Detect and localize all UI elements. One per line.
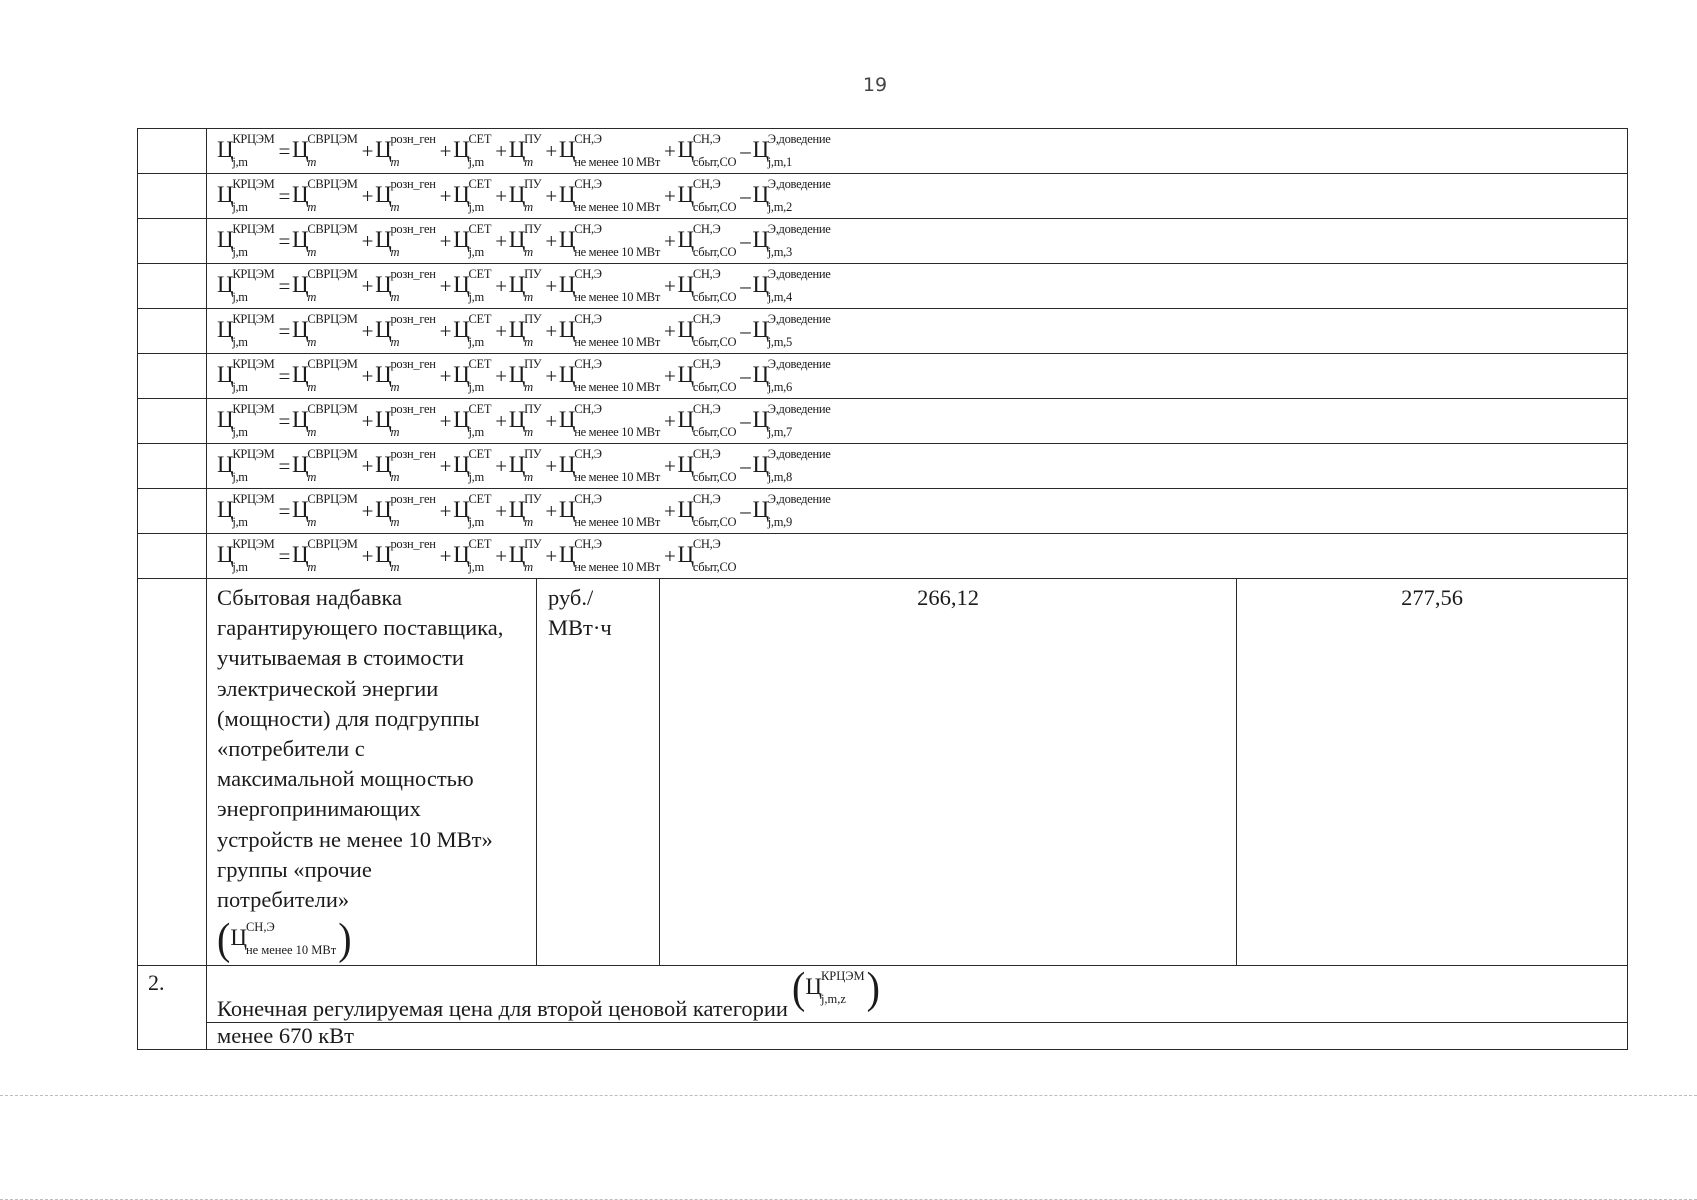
formula-term: Ц СЕТ j,m (453, 131, 492, 169)
markup-name-line: Сбытовая надбавка (217, 585, 403, 610)
formula-cell (207, 399, 1628, 444)
page-number: 19 (862, 74, 888, 96)
formula-term: Ц розн_ген m (375, 221, 436, 259)
formula: Ц КРЦЭМ j,m = Ц СВРЦЭМ m + Ц розн_ген m + Ц СЕТ j,m + Ц ПУ m + Ц СН,Э не менее 10 МВт + Ц СН,Э сбыт,СО – Ц Э,доведение j,m,6 (217, 356, 831, 394)
section-2-sub-num-cell (138, 1023, 207, 1050)
formula-num-cell (138, 444, 207, 489)
formula-term: Ц СН,Э сбыт,СО (677, 356, 737, 394)
formula-term: Ц КРЦЭМ j,m (217, 491, 275, 529)
formula-row (138, 219, 1628, 264)
formula-term: Ц КРЦЭМ j,m (217, 536, 275, 574)
formula-term: Ц ПУ m (508, 536, 542, 574)
section-2-number: 2. (148, 970, 165, 996)
markup-name-line: потребители» (217, 887, 350, 913)
formula-term: Ц КРЦЭМ j,m (217, 311, 275, 349)
formula-term: Ц розн_ген m (375, 311, 436, 349)
formula-cell (207, 444, 1628, 489)
formula-num-cell (138, 174, 207, 219)
formula-term: Ц ПУ m (508, 311, 542, 349)
formula-term: Ц СЕТ j,m (453, 356, 492, 394)
formula-row (138, 354, 1628, 399)
formula-cell (207, 264, 1628, 309)
formula-row (138, 399, 1628, 444)
markup-name-line: «потребители с (217, 736, 365, 762)
formula-term: Ц КРЦЭМ j,m (217, 221, 275, 259)
section-2-num-cell (138, 966, 207, 1023)
formula-term: Ц СН,Э сбыт,СО (677, 311, 737, 349)
formula: Ц КРЦЭМ j,m = Ц СВРЦЭМ m + Ц розн_ген m + Ц СЕТ j,m + Ц ПУ m + Ц СН,Э не менее 10 МВт + Ц СН,Э сбыт,СО – Ц Э,доведение j,m,7 (217, 401, 831, 439)
formula: Ц КРЦЭМ j,m = Ц СВРЦЭМ m + Ц розн_ген m + Ц СЕТ j,m + Ц ПУ m + Ц СН,Э не менее 10 МВт + Ц СН,Э сбыт,СО – Ц Э,доведение j,m,3 (217, 221, 831, 259)
formula-term: Ц СН,Э сбыт,СО (677, 491, 737, 529)
formula: Ц КРЦЭМ j,m = Ц СВРЦЭМ m + Ц розн_ген m + Ц СЕТ j,m + Ц ПУ m + Ц СН,Э не менее 10 МВт + Ц СН,Э сбыт,СО – Ц Э,доведение j,m,4 (217, 266, 831, 304)
formula-term: Ц розн_ген m (375, 536, 436, 574)
markup-unit (537, 579, 659, 643)
markup-name-line: электрической энергии (217, 675, 439, 701)
formula-term: Ц Э,доведение j,m,8 (752, 446, 831, 484)
formula: Ц КРЦЭМ j,m = Ц СВРЦЭМ m + Ц розн_ген m + Ц СЕТ j,m + Ц ПУ m + Ц СН,Э не менее 10 МВт + Ц СН,Э сбыт,СО – Ц Э,доведение j,m,8 (217, 446, 831, 484)
formula-term: Ц СН,Э сбыт,СО (677, 131, 737, 169)
formula-rows (138, 129, 1628, 579)
formula: Ц КРЦЭМ j,m = Ц СВРЦЭМ m + Ц розн_ген m + Ц СЕТ j,m + Ц ПУ m + Ц СН,Э не менее 10 МВт + Ц СН,Э сбыт,СО – Ц Э,доведение j,m,1 (217, 131, 831, 169)
formula-term: Ц розн_ген m (375, 356, 436, 394)
markup-unit-cell (537, 579, 660, 966)
formula-num-cell (138, 264, 207, 309)
formula-term: Ц СВРЦЭМ m (292, 176, 358, 214)
formula-term: Ц СЕТ j,m (453, 401, 492, 439)
formula-term: Ц СН,Э сбыт,СО (677, 176, 737, 214)
formula: Ц КРЦЭМ j,m = Ц СВРЦЭМ m + Ц розн_ген m + Ц СЕТ j,m + Ц ПУ m + Ц СН,Э не менее 10 МВт + Ц СН,Э сбыт,СО (217, 536, 737, 574)
formula-cell (207, 534, 1628, 579)
formula-cell (207, 219, 1628, 264)
section-2-row (138, 966, 1628, 1023)
formula-term: Ц ПУ m (508, 221, 542, 259)
formula-term: Ц розн_ген m (375, 401, 436, 439)
formula-term: Ц СВРЦЭМ m (292, 131, 358, 169)
section-2-sub-row (138, 1023, 1628, 1050)
formula-term: Ц СН,Э сбыт,СО (677, 221, 737, 259)
formula-row (138, 174, 1628, 219)
formula-term: Ц ПУ m (508, 491, 542, 529)
formula-cell (207, 129, 1628, 174)
formula-row (138, 444, 1628, 489)
formula-term: Ц СЕТ j,m (453, 221, 492, 259)
formula-row (138, 309, 1628, 354)
formula-term: Ц СЕТ j,m (453, 176, 492, 214)
markup-name-cell (207, 579, 537, 966)
formula-term: Ц СН,Э не менее 10 МВт (558, 401, 660, 439)
formula-term: Ц Э,доведение j,m,5 (752, 311, 831, 349)
section-2-formula: ( Ц КРЦЭМ j,m,z ) (791, 962, 880, 1013)
formula-term: Ц СН,Э не менее 10 МВт (558, 266, 660, 304)
formula-term: Ц СВРЦЭМ m (292, 446, 358, 484)
formula-term: Ц СН,Э сбыт,СО (677, 266, 737, 304)
formula-term: Ц СН,Э не менее 10 МВт (558, 311, 660, 349)
section-2-subtext: менее 670 кВт (217, 1023, 355, 1049)
formula-term: Ц КРЦЭМ j,m (217, 446, 275, 484)
formula-term: Ц КРЦЭМ j,m (217, 401, 275, 439)
formula-row (138, 534, 1628, 579)
formula-term: Ц СЕТ j,m (453, 536, 492, 574)
formula-term: Ц КРЦЭМ j,m (217, 356, 275, 394)
formula-term: Ц розн_ген m (375, 176, 436, 214)
scan-artifact-line (0, 1095, 1697, 1096)
markup-row (138, 579, 1628, 966)
markup-unit-line: МВт·ч (548, 615, 612, 640)
formula-term: Ц СЕТ j,m (453, 266, 492, 304)
formula-term: Ц СВРЦЭМ m (292, 221, 358, 259)
markup-value-1-cell (660, 579, 1237, 966)
section-2-heading: Конечная регулируемая цена для второй ценовой категории ( Ц КРЦЭМ j,m,z ) (217, 962, 880, 1022)
markup-name-line: (мощности) для подгруппы (217, 705, 480, 731)
markup-unit-line: руб./ (548, 585, 594, 610)
markup-name (207, 579, 536, 915)
formula-term: Ц Э,доведение j,m,4 (752, 266, 831, 304)
formula-term: Ц СВРЦЭМ m (292, 491, 358, 529)
formula-row (138, 489, 1628, 534)
formula-term: Ц СН,Э сбыт,СО (677, 401, 737, 439)
formula-term: Ц розн_ген m (375, 446, 436, 484)
formula-term: Ц СВРЦЭМ m (292, 401, 358, 439)
formula-cell (207, 174, 1628, 219)
markup-name-formula: ( Ц СН,Э не менее 10 МВт ) (217, 913, 352, 964)
formula-term: Ц СЕТ j,m (453, 491, 492, 529)
formula-term: Ц Э,доведение j,m,6 (752, 356, 831, 394)
formula-row (138, 129, 1628, 174)
formula-term: Ц КРЦЭМ j,m (217, 266, 275, 304)
formula-term: Ц Э,доведение j,m,2 (752, 176, 831, 214)
formula-term: Ц ПУ m (508, 176, 542, 214)
formula-row (138, 264, 1628, 309)
markup-name-line: гарантирующего поставщика, (217, 615, 504, 641)
formula-term: Ц СН,Э не менее 10 МВт (558, 491, 660, 529)
formula-term: Ц СВРЦЭМ m (292, 311, 358, 349)
formula-term: Ц СВРЦЭМ m (292, 356, 358, 394)
formula-term: Ц КРЦЭМ j,m (217, 131, 275, 169)
formula-cell (207, 489, 1628, 534)
markup-name-line: энергопринимающих (217, 796, 421, 822)
markup-name-line: устройств не менее 10 МВт» (217, 826, 493, 852)
markup-value-2-cell (1237, 579, 1628, 966)
formula-term: Ц СН,Э не менее 10 МВт (558, 176, 660, 214)
formula-term: Ц СН,Э не менее 10 МВт (558, 446, 660, 484)
formula-term: Ц СН,Э сбыт,СО (677, 446, 737, 484)
markup-name-line: максимальной мощностью (217, 766, 474, 792)
section-2-sub-text-cell (207, 1023, 1628, 1050)
formula-num-cell (138, 309, 207, 354)
formula-num-cell (138, 129, 207, 174)
formula-num-cell (138, 534, 207, 579)
formula: Ц КРЦЭМ j,m = Ц СВРЦЭМ m + Ц розн_ген m + Ц СЕТ j,m + Ц ПУ m + Ц СН,Э не менее 10 МВт + Ц СН,Э сбыт,СО – Ц Э,доведение j,m,9 (217, 491, 831, 529)
formula-cell (207, 354, 1628, 399)
formula: Ц КРЦЭМ j,m = Ц СВРЦЭМ m + Ц розн_ген m + Ц СЕТ j,m + Ц ПУ m + Ц СН,Э не менее 10 МВт + Ц СН,Э сбыт,СО – Ц Э,доведение j,m,2 (217, 176, 831, 214)
formula-term: Ц Э,доведение j,m,9 (752, 491, 831, 529)
formula-term: Ц СВРЦЭМ m (292, 266, 358, 304)
formula-cell (207, 309, 1628, 354)
markup-num-cell (138, 579, 207, 966)
formula: Ц КРЦЭМ j,m = Ц СВРЦЭМ m + Ц розн_ген m + Ц СЕТ j,m + Ц ПУ m + Ц СН,Э не менее 10 МВт + Ц СН,Э сбыт,СО – Ц Э,доведение j,m,5 (217, 311, 831, 349)
formula-term: Ц ПУ m (508, 356, 542, 394)
markup-value-1: 266,12 (917, 585, 979, 610)
formula-num-cell (138, 489, 207, 534)
markup-value-2: 277,56 (1401, 585, 1463, 610)
formula-term: Ц Э,доведение j,m,7 (752, 401, 831, 439)
formula-term: Ц СЕТ j,m (453, 311, 492, 349)
formula-term: Ц СВРЦЭМ m (292, 536, 358, 574)
formula-term: Ц розн_ген m (375, 131, 436, 169)
formula-term: Ц Э,доведение j,m,1 (752, 131, 831, 169)
formula-term: Ц Э,доведение j,m,3 (752, 221, 831, 259)
section-2-text-cell (207, 962, 1628, 1023)
markup-name-line: учитываемая в стоимости (217, 645, 464, 671)
formula-num-cell (138, 219, 207, 264)
formula-term: Ц ПУ m (508, 401, 542, 439)
formula-term: Ц ПУ m (508, 446, 542, 484)
formula-term: Ц СН,Э не менее 10 МВт (558, 131, 660, 169)
formula-term: Ц ПУ m (508, 266, 542, 304)
formula-term: Ц СЕТ j,m (453, 446, 492, 484)
formula-term: Ц розн_ген m (375, 266, 436, 304)
tariff-table (137, 128, 1628, 1050)
formula-term: Ц СН,Э сбыт,СО (677, 536, 737, 574)
formula-term: Ц СН,Э не менее 10 МВт (558, 221, 660, 259)
formula-term: Ц КРЦЭМ j,m (217, 176, 275, 214)
formula-term: Ц СН,Э не менее 10 МВт (558, 356, 660, 394)
formula-num-cell (138, 399, 207, 444)
formula-term: Ц ПУ m (508, 131, 542, 169)
markup-name-line: группы «прочие (217, 856, 372, 882)
formula-term: Ц розн_ген m (375, 491, 436, 529)
formula-term: Ц СН,Э не менее 10 МВт (558, 536, 660, 574)
formula-num-cell (138, 354, 207, 399)
